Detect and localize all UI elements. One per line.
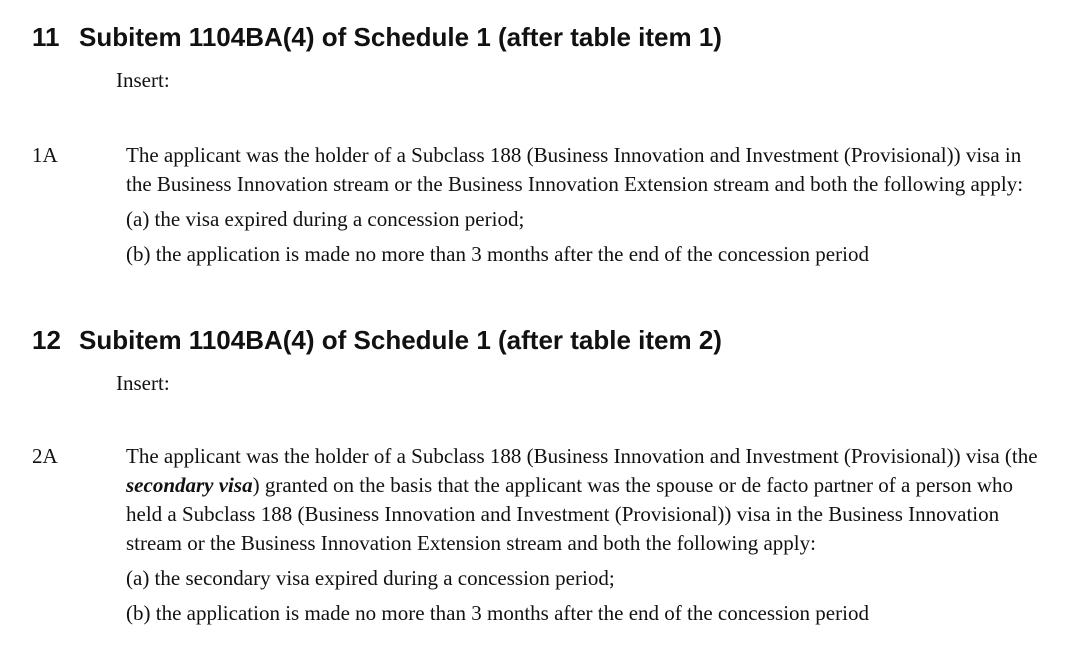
insert-instruction: Insert: bbox=[116, 68, 170, 92]
section-number: 11 bbox=[32, 22, 60, 52]
paragraph-text-before: The applicant was the holder of a Subclass 188 (Business Innovation and Investment (Provisional)) visa (the bbox=[126, 444, 1038, 468]
condition-b: (b) the application is made no more than 3 months after the end of the concession period bbox=[126, 242, 869, 266]
section-heading bbox=[32, 22, 722, 52]
item-paragraph bbox=[126, 442, 1046, 558]
section-number: 12 bbox=[32, 325, 61, 355]
condition-a: (a) the visa expired during a concession period; bbox=[126, 207, 525, 231]
table-item-body bbox=[126, 141, 1046, 269]
table-item-id: 2A bbox=[32, 444, 58, 468]
defined-term: secondary visa bbox=[126, 473, 253, 497]
table-item-body bbox=[126, 442, 1046, 628]
table-item-id: 1A bbox=[32, 143, 58, 167]
section-heading bbox=[32, 325, 722, 355]
insert-instruction: Insert: bbox=[116, 371, 170, 395]
section-title: Subitem 1104BA(4) of Schedule 1 (after table item 2) bbox=[79, 325, 722, 355]
item-paragraph: The applicant was the holder of a Subclass 188 (Business Innovation and Investment (Provisional)) visa in the Business Innovation stream or the Business Innovation Extension stream and both the following apply: bbox=[126, 143, 1024, 196]
section-title: Subitem 1104BA(4) of Schedule 1 (after table item 1) bbox=[79, 22, 722, 52]
paragraph-text-after: ) granted on the basis that the applicant was the spouse or de facto partner of a person who held a Subclass 188 (Business Innovation and Investment (Provisional)) visa in the Business Innovation stream or the Business Innovation Extension stream and both the following apply: bbox=[126, 473, 1013, 555]
condition-b: (b) the application is made no more than 3 months after the end of the concession period bbox=[126, 601, 869, 625]
condition-a: (a) the secondary visa expired during a concession period; bbox=[126, 566, 615, 590]
